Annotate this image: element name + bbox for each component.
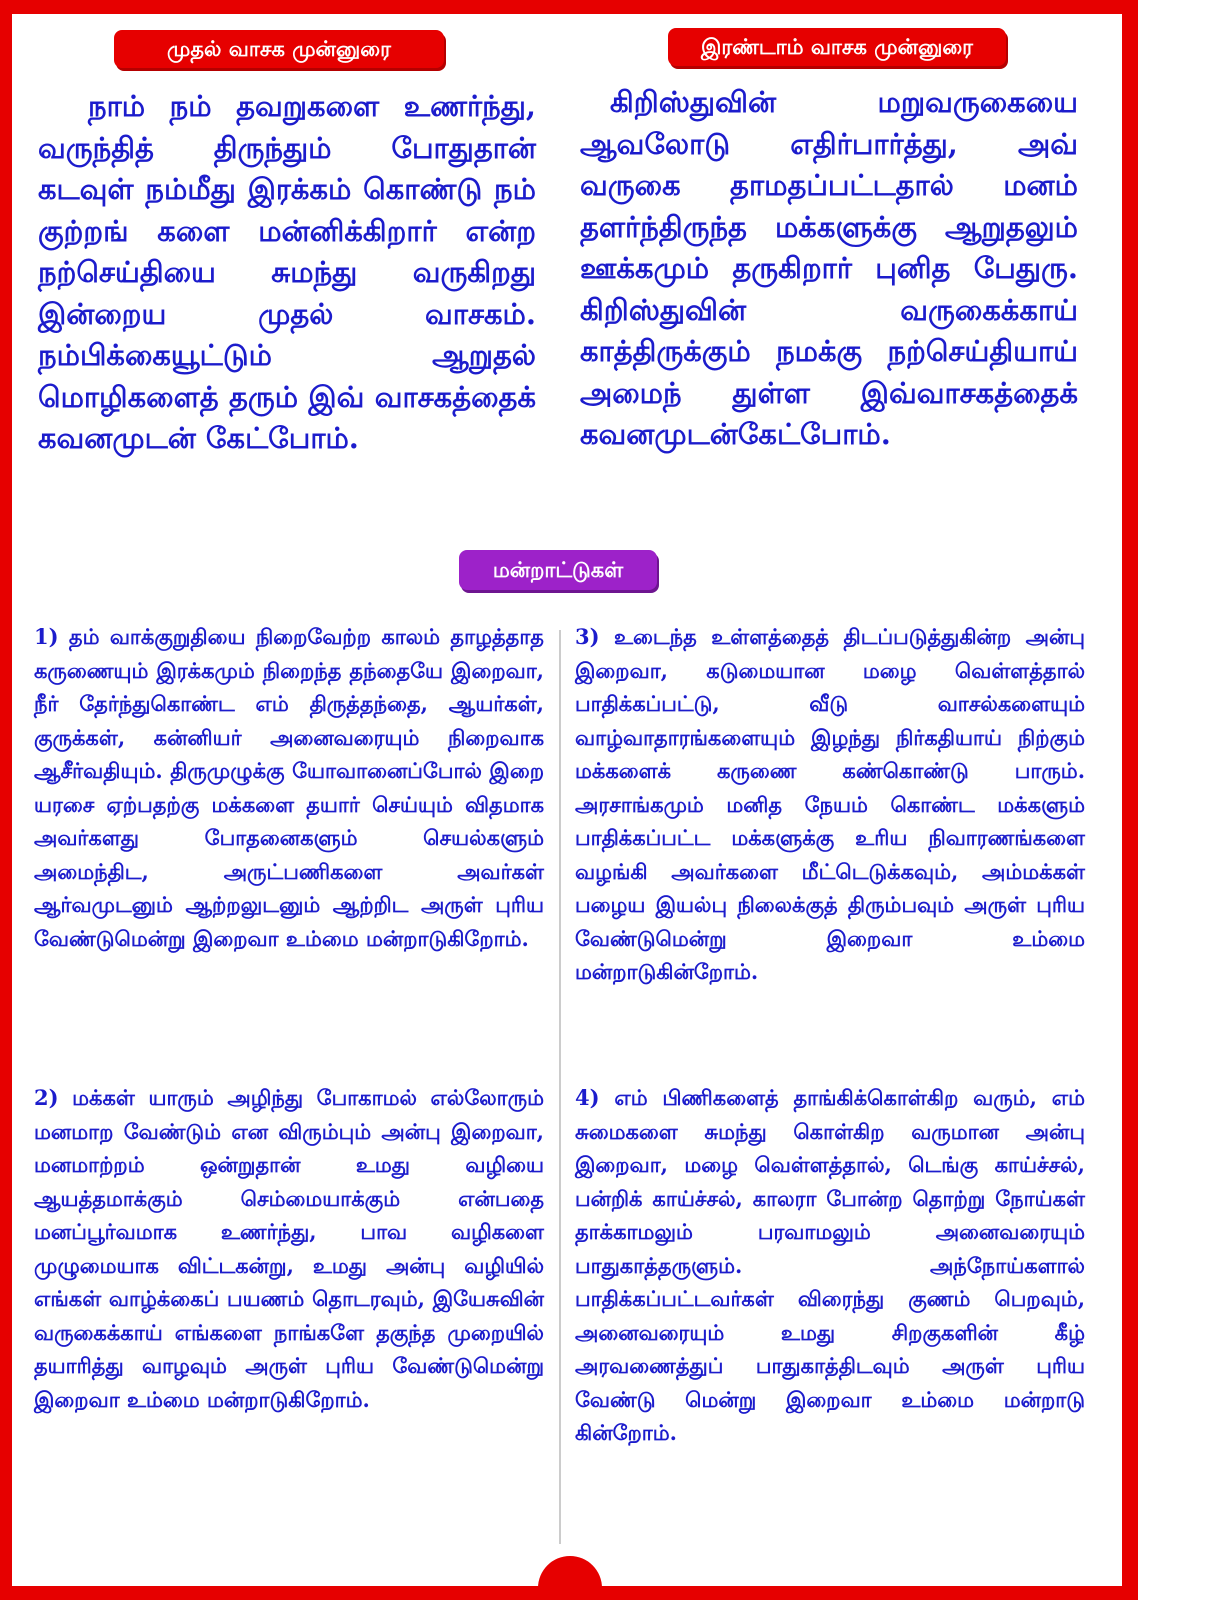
prayer-item-2: 2) மக்கள் யாரும் அழிந்து போகாமல் எல்லோரும் மனமாற வேண்டும் என விரும்பும் அன்பு இறைவா, மனமாற்றம் ஒன்றுதான் உமது வழியை ஆயத்தமாக்கும் செம்மையாக்கும் என்பதை மனப்பூர்வமாக உணர்ந்து, பாவ வழிகளை முழுமையாக விட்டகன்று, உமது அன்பு வழியில் எங்கள் வாழ்க்கைப் பயணம் தொடரவும், இயேசுவின் வருகைக்காய் எங்களை நாங்களே தகுந்த முறையில் தயாரித்து வாழவும் அருள் புரிய வேண்டுமென்று இறைவா உம்மை மன்றாடுகிறோம். xyxy=(34,1085,544,1412)
first-reading-intro: நாம் நம் தவறுகளை உணர்ந்து, வருந்தித் திருந்தும் போதுதான் கடவுள் நம்மீது இரக்கம் கொண்டு நம் குற்றங் களை மன்னிக்கிறார் என்ற நற்செய்தியை சுமந்து வருகிறது இன்றைய முதல் வாசகம். நம்பிக்கையூட்டும் ஆறுதல் மொழிகளைத் தரும் இவ் வாசகத்தைக் கவனமுடன் கேட்போம். xyxy=(38,89,536,455)
first-reading-heading: முதல் வாசக முன்னுரை xyxy=(114,30,444,68)
page-border-right xyxy=(1122,0,1138,1600)
prayer-item-4: 4) எம் பிணிகளைத் தாங்கிக்கொள்கிற வரும், எம் சுமைகளை சுமந்து கொள்கிற வருமான அன்பு இறைவா, மழை வெள்ளத்தால், டெங்கு காய்ச்சல், பன்றிக் காய்ச்சல், காலரா போன்ற தொற்று நோய்கள் தாக்காமலும் பரவாமலும் அனைவரையும் பாதுகாத்தருளும். அந்நோய்களால் பாதிக்கப்பட்டவர்கள் விரைந்து குணம் பெறவும், அனைவரையும் உமது சிறகுகளின் கீழ் அரவணைத்துப் பாதுகாத்திடவும் அருள் புரிய வேண்டு மென்று இறைவா உம்மை மன்றாடு கின்றோம். xyxy=(575,1085,1085,1445)
prayer-item-1: 1) தம் வாக்குறுதியை நிறைவேற்ற காலம் தாழத்தாத கருணையும் இரக்கமும் நிறைந்த தந்தையே இறைவா, நீர் தேர்ந்துகொண்ட எம் திருத்தந்தை, ஆயர்கள், குருக்கள், கன்னியர் அனைவரையும் நிறைவாக ஆசீர்வதியும். திருமுழுக்கு யோவானைப்போல் இறை யரசை ஏற்பதற்கு மக்களை தயார் செய்யும் விதமாக அவர்களது போதனைகளும் செயல்களும் அமைந்திட, அருட்பணிகளை அவர்கள் ஆர்வமுடனும் ஆற்றலுடனும் ஆற்றிட அருள் புரிய வேண்டுமென்று இறைவா உம்மை மன்றாடுகிறோம். xyxy=(34,624,544,951)
prayers-heading: மன்றாட்டுகள் xyxy=(459,550,657,590)
page-border-top xyxy=(0,0,1138,14)
page-number-tab xyxy=(538,1556,602,1600)
second-reading-intro: கிறிஸ்துவின் மறுவருகையை ஆவலோடு எதிர்பார்த்து, அவ் வருகை தாமதப்பட்டதால் மனம் தளர்ந்திருந்த மக்களுக்கு ஆறுதலும் ஊக்கமும் தருகிறார் புனித பேதுரு. கிறிஸ்துவின் வருகைக்காய் காத்திருக்கும் நமக்கு நற்செய்தியாய் அமைந் துள்ள இவ்வாசகத்தைக் கவனமுடன்கேட்போம். xyxy=(580,85,1078,451)
second-reading-heading: இரண்டாம் வாசக முன்னுரை xyxy=(668,28,1006,66)
page-border-left xyxy=(0,0,12,1600)
prayer-item-3: 3) உடைந்த உள்ளத்தைத் திடப்படுத்துகின்ற அன்பு இறைவா, கடுமையான மழை வெள்ளத்தால் பாதிக்கப்பட்டு, வீடு வாசல்களையும் வாழ்வாதாரங்களையும் இழந்து நிர்கதியாய் நிற்கும் மக்களைக் கருணை கண்கொண்டு பாரும். அரசாங்கமும் மனித நேயம் கொண்ட மக்களும் பாதிக்கப்பட்ட மக்களுக்கு உரிய நிவாரணங்களை வழங்கி அவர்களை மீட்டெடுக்கவும், அம்மக்கள் பழைய இயல்பு நிலைக்குத் திரும்பவும் அருள் புரிய வேண்டுமென்று இறைவா உம்மை மன்றாடுகின்றோம். xyxy=(575,624,1085,984)
column-divider xyxy=(559,630,561,1544)
